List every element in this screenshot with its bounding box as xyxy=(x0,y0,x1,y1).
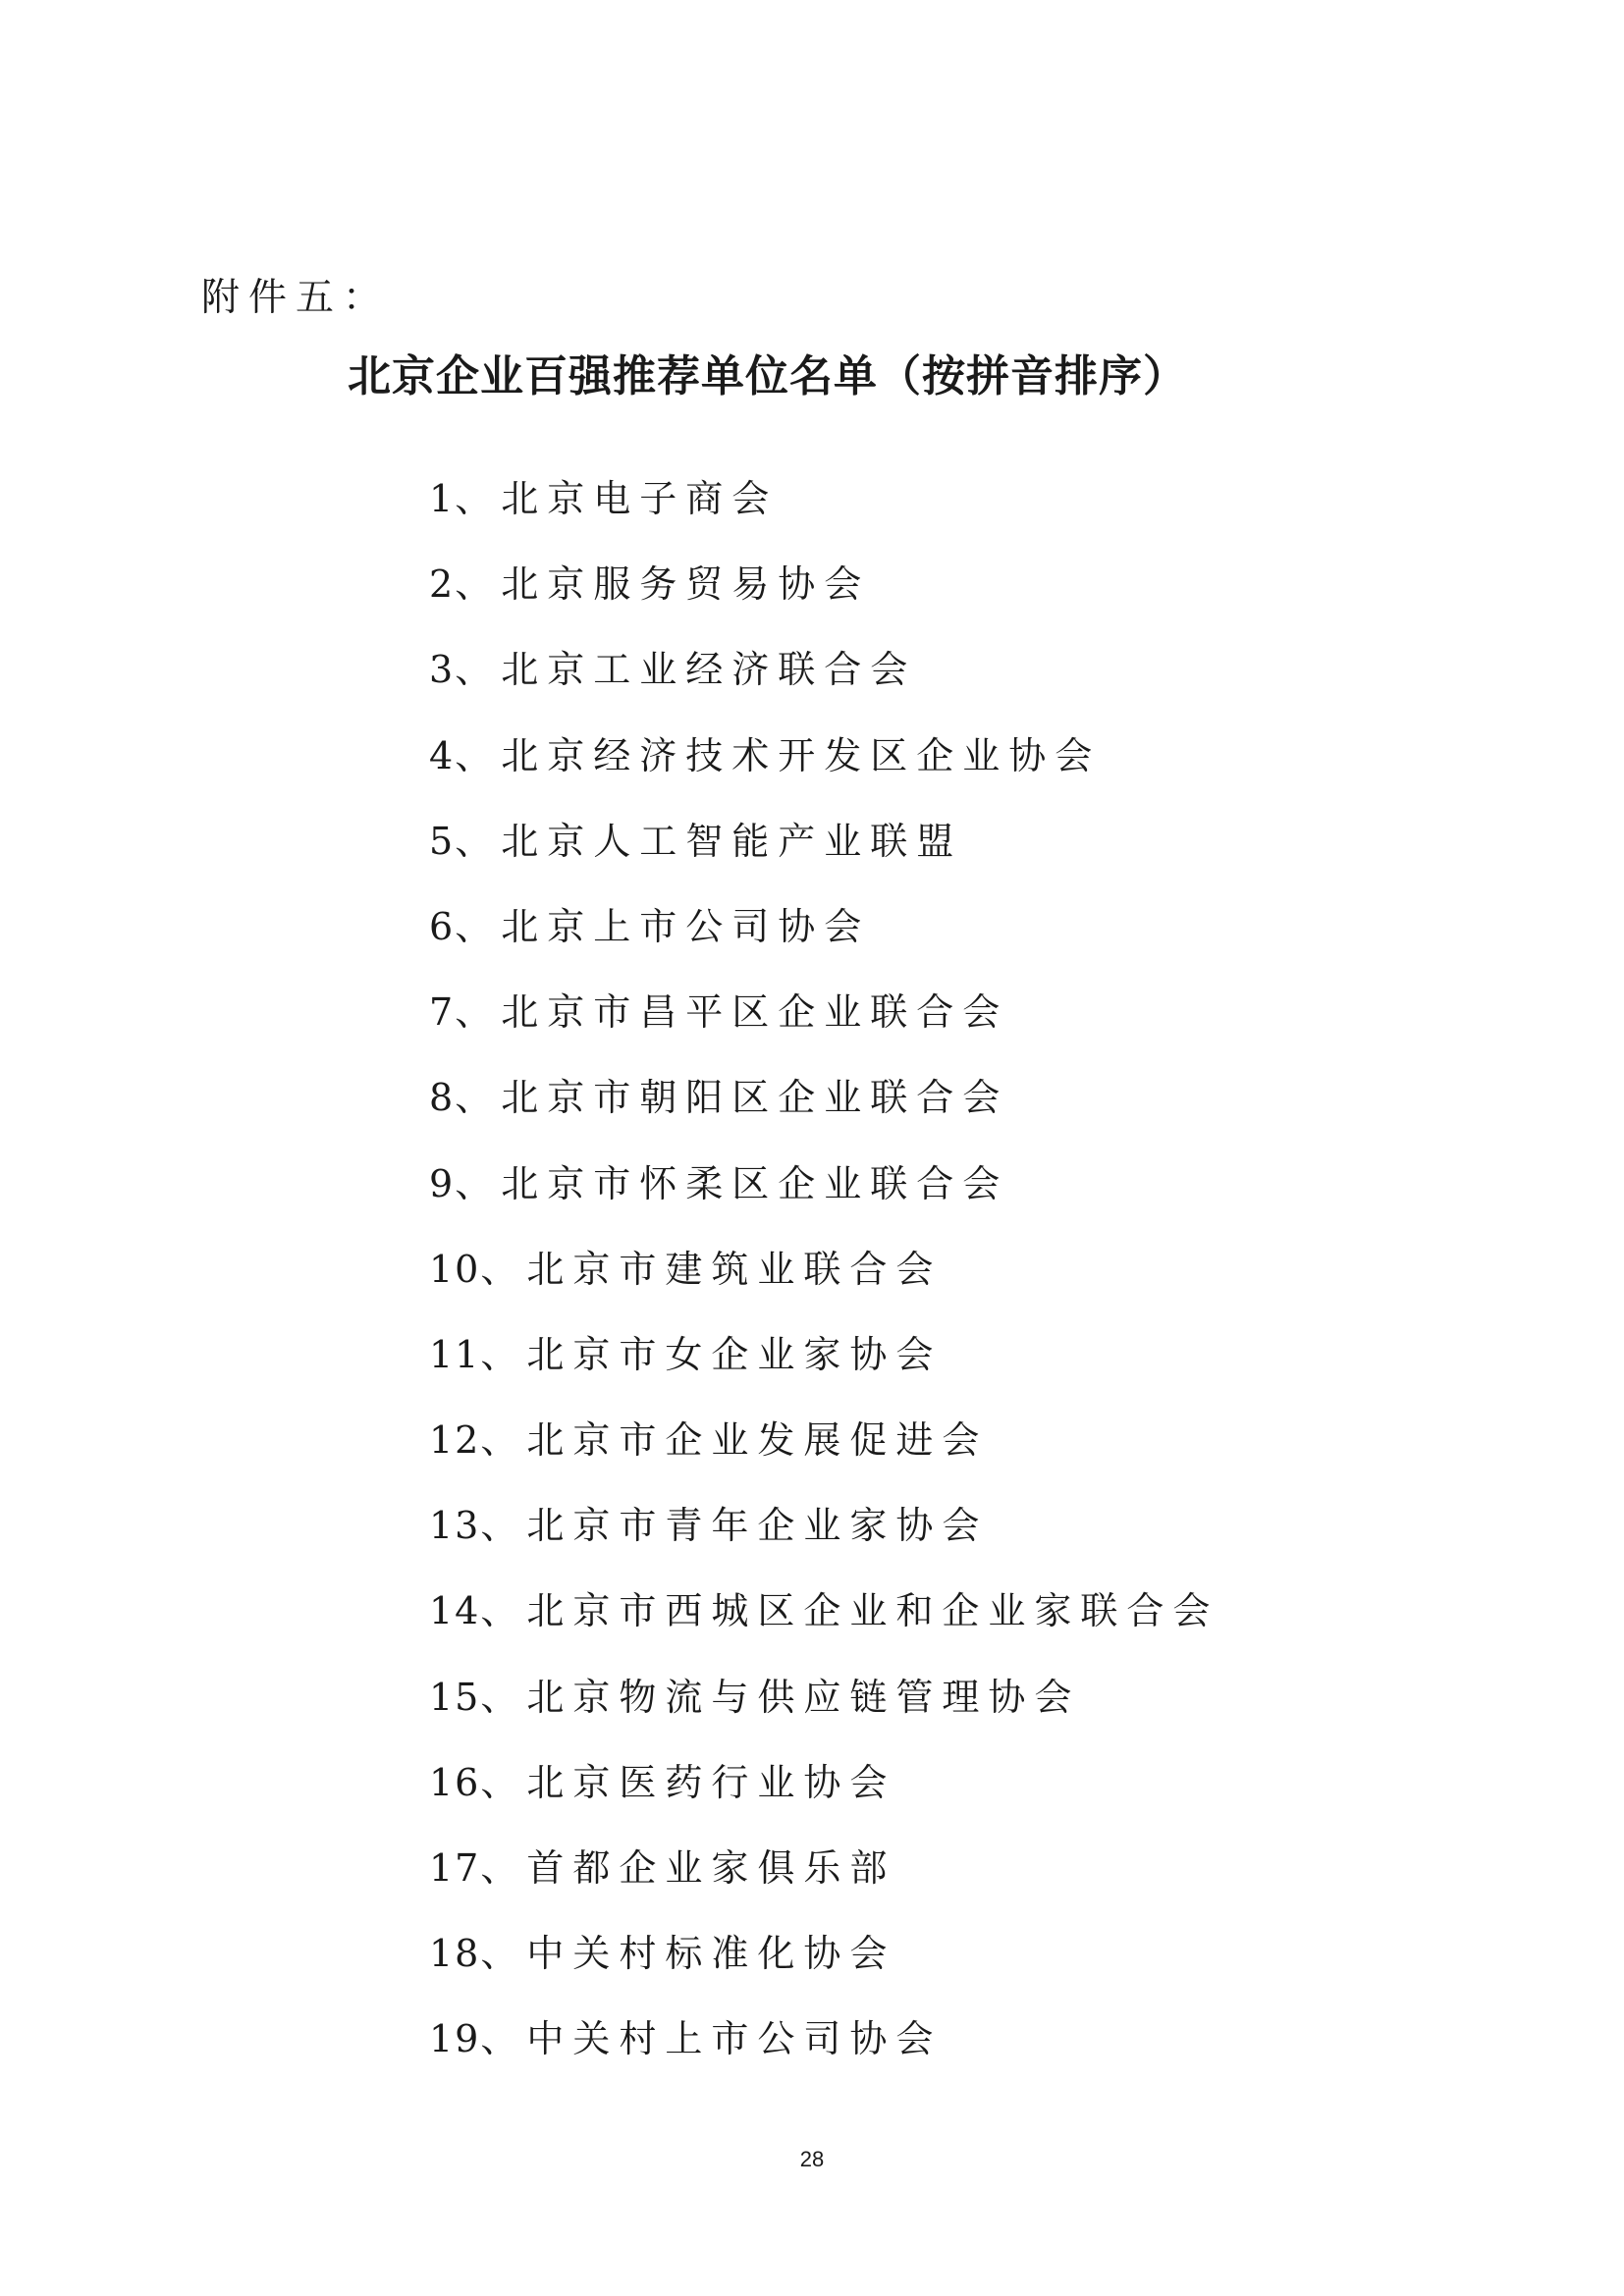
list-item-separator: 、 xyxy=(455,1076,502,1120)
list-item xyxy=(429,1413,1218,1498)
list-item-number: 2 xyxy=(429,562,456,607)
list-item-name: 北京市青年企业家协会 xyxy=(526,1504,989,1548)
list-item xyxy=(429,1242,1218,1327)
list-item xyxy=(429,1498,1218,1583)
list-item-name: 北京电子商会 xyxy=(501,477,779,520)
list-item-number: 9 xyxy=(429,1161,456,1205)
list-item-number: 12 xyxy=(429,1418,481,1463)
list-item-number: 8 xyxy=(429,1076,456,1120)
list-item-separator: 、 xyxy=(455,904,502,948)
list-item-name: 中关村标准化协会 xyxy=(526,1932,896,1976)
list-item-number: 16 xyxy=(429,1760,481,1804)
list-item-separator: 、 xyxy=(455,733,502,777)
list-item-number: 4 xyxy=(429,733,456,777)
list-item-number: 17 xyxy=(429,1846,481,1890)
list-item-separator: 、 xyxy=(455,819,502,863)
list-item xyxy=(429,2011,1218,2097)
list-item-name: 北京上市公司协会 xyxy=(501,904,871,948)
list-item xyxy=(429,1583,1218,1669)
list-item-number: 13 xyxy=(429,1504,481,1548)
list-item xyxy=(429,1327,1218,1413)
list-item-name: 北京市昌平区企业联合会 xyxy=(501,990,1009,1035)
list-item-separator: 、 xyxy=(480,1760,527,1804)
list-item-separator: 、 xyxy=(480,1846,527,1890)
list-item-separator: 、 xyxy=(480,1247,527,1291)
list-item xyxy=(429,985,1218,1070)
list-item-name: 北京经济技术开发区企业协会 xyxy=(501,733,1102,777)
list-item-name: 北京市女企业家协会 xyxy=(526,1332,943,1376)
list-item-number: 15 xyxy=(429,1675,481,1719)
list-item-name: 北京医药行业协会 xyxy=(526,1760,896,1804)
list-item-number: 7 xyxy=(429,990,456,1035)
document-title: 北京企业百强推荐单位名单（按拼音排序） xyxy=(348,351,1187,401)
list-item-separator: 、 xyxy=(455,477,502,520)
list-item-name: 北京市建筑业联合会 xyxy=(526,1247,943,1291)
list-item-name: 北京市企业发展促进会 xyxy=(526,1418,989,1463)
list-item-separator: 、 xyxy=(455,990,502,1035)
page-number: 28 xyxy=(799,2147,825,2171)
list-item xyxy=(429,642,1218,727)
list-item-number: 19 xyxy=(429,2017,481,2061)
list-item-name: 北京人工智能产业联盟 xyxy=(501,819,963,863)
list-item-name: 北京市朝阳区企业联合会 xyxy=(501,1076,1009,1120)
list-item xyxy=(429,814,1218,899)
list-item xyxy=(429,1755,1218,1841)
list-item-separator: 、 xyxy=(455,648,502,692)
list-item xyxy=(429,471,1218,557)
list-item-number: 11 xyxy=(429,1332,481,1376)
list-item-number: 10 xyxy=(429,1247,481,1291)
list-item-separator: 、 xyxy=(480,1332,527,1376)
list-item-name: 北京服务贸易协会 xyxy=(501,562,871,607)
list-item xyxy=(429,557,1218,642)
list-item-separator: 、 xyxy=(480,1418,527,1463)
organization-list xyxy=(429,471,1218,2098)
list-item xyxy=(429,728,1218,814)
list-item-separator: 、 xyxy=(480,1932,527,1976)
list-item-separator: 、 xyxy=(480,1504,527,1548)
list-item-name: 北京工业经济联合会 xyxy=(501,648,917,692)
list-item xyxy=(429,1926,1218,2011)
list-item-name: 首都企业家俱乐部 xyxy=(526,1846,896,1890)
list-item-separator: 、 xyxy=(480,1589,527,1633)
list-item-separator: 、 xyxy=(455,1161,502,1205)
list-item-separator: 、 xyxy=(455,562,502,607)
list-item-name: 中关村上市公司协会 xyxy=(526,2017,943,2061)
list-item xyxy=(429,1670,1218,1755)
list-item xyxy=(429,899,1218,985)
list-item-number: 6 xyxy=(429,904,456,948)
list-item-number: 5 xyxy=(429,819,456,863)
list-item-number: 18 xyxy=(429,1932,481,1976)
list-item xyxy=(429,1156,1218,1242)
list-item-number: 14 xyxy=(429,1589,481,1633)
list-item xyxy=(429,1841,1218,1926)
list-item-separator: 、 xyxy=(480,1675,527,1719)
list-item-number: 1 xyxy=(429,477,456,520)
list-item xyxy=(429,1070,1218,1155)
list-item-name: 北京市西城区企业和企业家联合会 xyxy=(526,1589,1219,1633)
list-item-separator: 、 xyxy=(480,2017,527,2061)
list-item-number: 3 xyxy=(429,648,456,692)
annex-label: 附件五： xyxy=(201,276,391,320)
list-item-name: 北京物流与供应链管理协会 xyxy=(526,1675,1081,1719)
list-item-name: 北京市怀柔区企业联合会 xyxy=(501,1161,1009,1205)
